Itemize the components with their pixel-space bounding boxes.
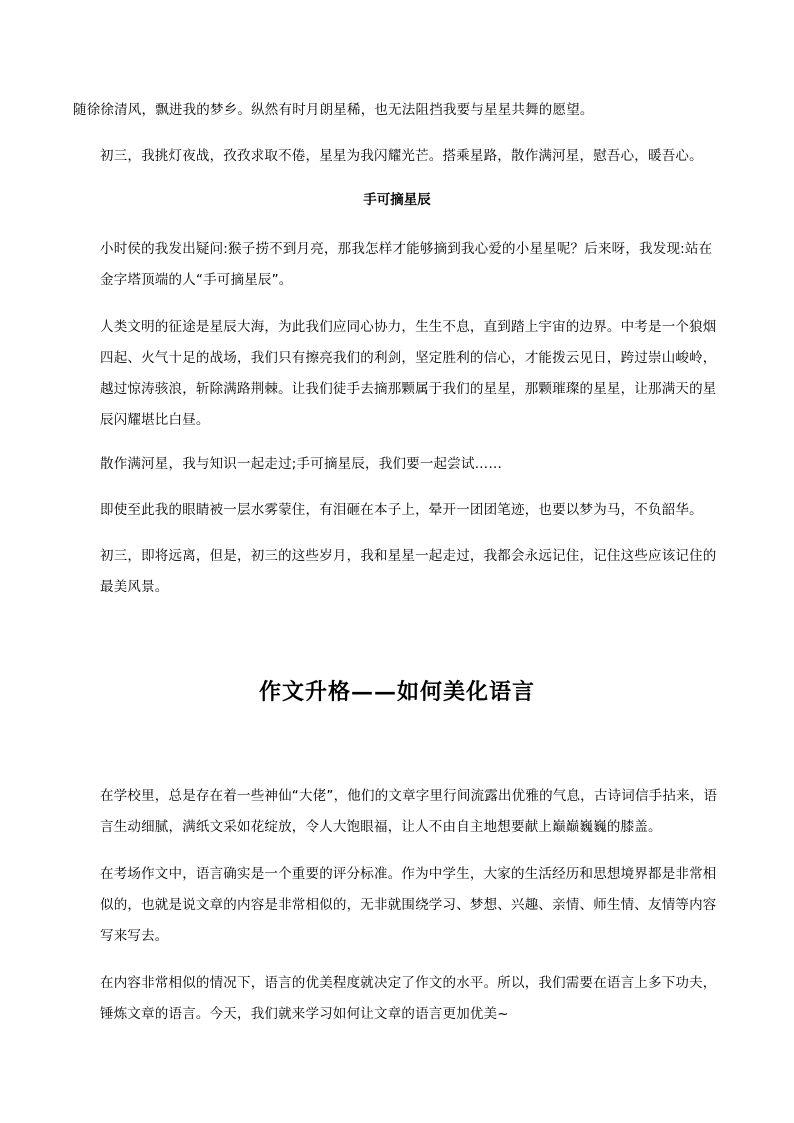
- paragraph-text: 即使至此我的眼睛被一层水雾蒙住，有泪砸在本子上，晕开一团团笔迹，也要以梦为马，不负韶华。: [100, 502, 703, 518]
- paragraph-text: 在学校里，总是存在着一些神仙“大佬”，他们的文章字里行间流露出优雅的气息，古诗词信手拈来，语言生动细腻，满纸文采如花绽放，令人大饱眼福，让人不由自主地想要献上巅巅巍巍的膝盖。: [100, 788, 718, 835]
- essay-paragraph: [73, 541, 723, 603]
- paragraph-text: 人类文明的征途是星辰大海，为此我们应同心协力，生生不息，直到踏上宇宙的边界。中考是一个狼烟四起、火气十足的战场，我们只有擦亮我们的利剑，坚定胜利的信心，才能拨云见日，跨过崇山峻岭，越过惊涛骇浪，斩除满路荆棘。让我们徒手去摘那颗属于我们的星星，那颗璀璨的星星，让那满天的星辰闪耀堪比白昼。: [100, 319, 717, 428]
- paragraph-text: 小时侯的我发出疑问:猴子捞不到月亮，那我怎样才能够摘到我心爱的小星星呢？后来呀，我发现:站在金字塔顶端的人“手可摘星辰”。: [100, 241, 713, 288]
- paragraph-text: 在内容非常相似的情况下，语言的优美程度就决定了作文的水平。所以，我们需要在语言上多下功夫，锤炼文章的语言。今天，我们就来学习如何让文章的语言更加优美~: [100, 975, 717, 1022]
- essay-paragraph: [73, 95, 723, 126]
- essay-paragraph: [73, 234, 723, 296]
- essay-paragraph: [73, 312, 723, 436]
- essay-paragraph: [73, 449, 723, 480]
- section-title: 作文升格——如何美化语言: [258, 679, 535, 705]
- section-paragraph: [73, 968, 723, 1030]
- paragraph-text: 散作满河星，我与知识一起走过;手可摘星辰，我们要一起尝试……: [100, 456, 503, 472]
- paragraph-text: 初三，即将远离，但是，初三的这些岁月，我和星星一起走过，我都会永远记住，记住这些应该记住的最美风景。: [100, 548, 717, 595]
- section-paragraph: [73, 781, 723, 843]
- paragraph-text: 初三，我挑灯夜战，孜孜求取不倦，星星为我闪耀光芒。搭乘星路，散作满河星，慰吾心，暖吾心。: [100, 148, 703, 164]
- essay-paragraph: [73, 141, 723, 172]
- essay-subheading: 手可摘星辰: [363, 192, 431, 208]
- paragraph-text: 在考场作文中，语言确实是一个重要的评分标准。作为中学生，大家的生活经历和思想境界都是非常相似的，也就是说文章的内容是非常相似的，无非就围绕学习、梦想、兴趣、亲情、师生情、友情等内容写来写去。: [100, 866, 717, 944]
- section-paragraph: [73, 859, 723, 952]
- essay-paragraph: [73, 495, 723, 526]
- paragraph-text: 随徐徐清风，飘进我的梦乡。纵然有时月朗星稀，也无法阻挡我要与星星共舞的愿望。: [73, 102, 594, 118]
